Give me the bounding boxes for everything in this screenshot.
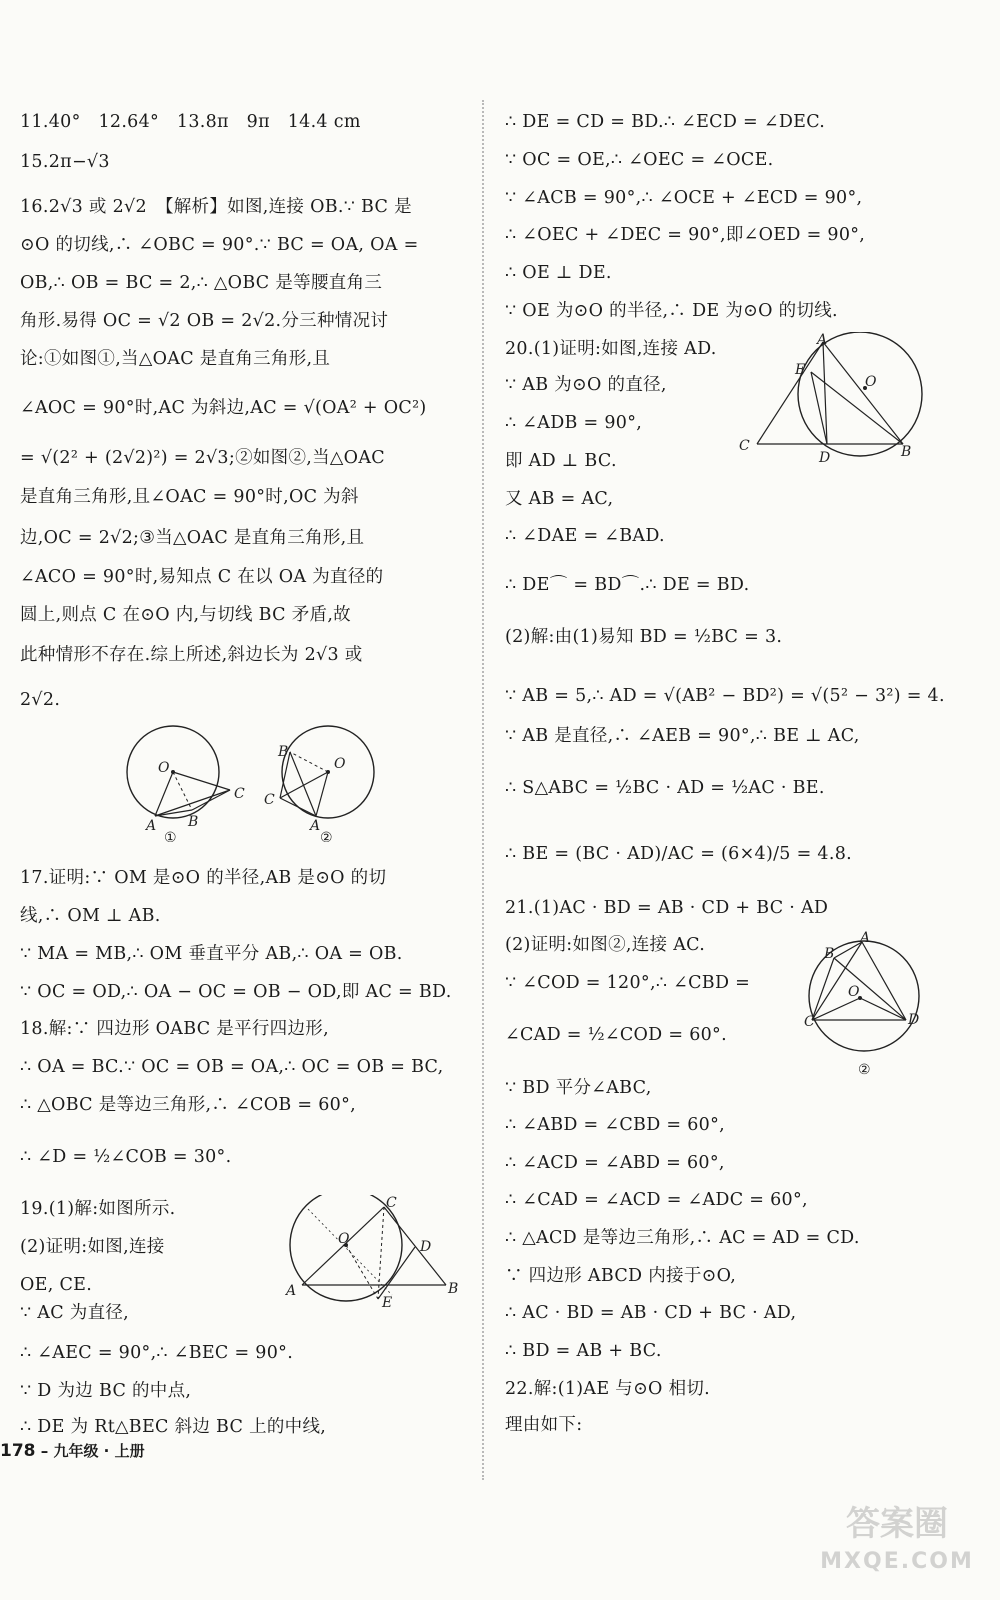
- fig19-label-c: C: [386, 1195, 397, 1211]
- left-line: ∠ACO = 90°时,易知点 C 在以 OA 为直径的: [20, 567, 384, 587]
- left-line: ∵ MA = MB,∴ OM 垂直平分 AB,∴ OA = OB.: [20, 944, 403, 964]
- right-line: ∴ AC · BD = AB · CD + BC · AD,: [505, 1303, 797, 1323]
- left-line: ∵ AC 为直径,: [20, 1303, 130, 1323]
- right-line: 又 AB = AC,: [505, 489, 614, 509]
- footer-separator: –: [35, 1442, 54, 1460]
- left-line: 15.2π−√3: [20, 152, 110, 172]
- left-line: ∴ DE 为 Rt△BEC 斜边 BC 上的中线,: [20, 1417, 327, 1437]
- fig21-caption: ②: [858, 1062, 871, 1078]
- right-line: ∵ ∠ACB = 90°,∴ ∠OCE + ∠ECD = 90°,: [505, 188, 863, 208]
- fig19-label-o: O: [338, 1231, 350, 1247]
- fig16-2-label-c: C: [264, 792, 275, 808]
- left-line: 16.2√3 或 2√2 【解析】如图,连接 OB.∵ BC 是: [20, 197, 412, 217]
- left-line: 角形.易得 OC = √2 OB = 2√2.分三种情况讨: [20, 311, 389, 331]
- left-line: ∵ D 为边 BC 的中点,: [20, 1381, 192, 1401]
- watermark-url: MXQE.COM: [820, 1549, 974, 1574]
- fig16-1-label-c: C: [234, 786, 245, 802]
- left-line: 线,∴ OM ⊥ AB.: [20, 906, 161, 926]
- left-line: ∴ ∠AEC = 90°,∴ ∠BEC = 90°.: [20, 1343, 294, 1363]
- fig16-1-label-b: B: [188, 814, 199, 830]
- figure-20: [735, 332, 925, 467]
- right-line: ∠CAD = ½∠COD = 60°.: [505, 1025, 727, 1045]
- right-line: ∵ AB 为⊙O 的直径,: [505, 375, 667, 395]
- left-line: ∴ ∠D = ½∠COB = 30°.: [20, 1147, 232, 1167]
- column-divider: [482, 100, 485, 1480]
- fig19-label-e: E: [382, 1295, 393, 1310]
- right-line: ∴ ∠ADB = 90°,: [505, 413, 643, 433]
- left-line: 2√2.: [20, 690, 61, 710]
- right-line: ∴ ∠ABD = ∠CBD = 60°,: [505, 1115, 725, 1135]
- left-line: (2)证明:如图,连接: [20, 1237, 165, 1257]
- figure-19: [282, 1195, 467, 1310]
- fig21-label-a: A: [860, 930, 871, 946]
- right-line: 理由如下:: [505, 1415, 583, 1435]
- left-line: ⊙O 的切线,∴ ∠OBC = 90°.∵ BC = OA, OA =: [20, 235, 419, 255]
- fig20-label-c: C: [739, 438, 750, 454]
- fig21-label-c: C: [804, 1014, 815, 1030]
- watermark-logo: [812, 1500, 982, 1590]
- fig20-label-d: D: [819, 450, 831, 466]
- right-line: ∵ OE 为⊙O 的半径,∴ DE 为⊙O 的切线.: [505, 301, 838, 321]
- fig16-2-label-b: B: [278, 744, 289, 760]
- right-line: 即 AD ⊥ BC.: [505, 451, 617, 471]
- fig20-label-o: O: [865, 374, 877, 390]
- fig16-1-caption: ①: [164, 830, 177, 842]
- left-line: 是直角三角形,且∠OAC = 90°时,OC 为斜: [20, 487, 359, 507]
- fig16-2-label-a: A: [310, 818, 321, 834]
- right-line: ∴ ∠CAD = ∠ACD = ∠ADC = 60°,: [505, 1190, 808, 1210]
- fig19-label-a: A: [286, 1283, 297, 1299]
- fig16-1-label-o: O: [158, 760, 170, 776]
- left-line: ∴ △OBC 是等边三角形,∴ ∠COB = 60°,: [20, 1095, 356, 1115]
- fig20-label-b: B: [901, 444, 912, 460]
- right-line: ∵ AB = 5,∴ AD = √(AB² − BD²) = √(5² − 3²) = 4.: [505, 686, 945, 706]
- fig16-1-label-a: A: [146, 818, 157, 834]
- figure-16-2: [258, 722, 398, 842]
- right-line: (2)证明:如图②,连接 AC.: [505, 935, 706, 955]
- right-line: ∴ BD = AB + BC.: [505, 1341, 662, 1361]
- figure-16-1: [118, 722, 258, 842]
- left-line: 18.解:∵ 四边形 OABC 是平行四边形,: [20, 1019, 329, 1039]
- fig20-label-e: E: [795, 362, 806, 378]
- left-line: 17.证明:∵ OM 是⊙O 的半径,AB 是⊙O 的切: [20, 868, 387, 888]
- right-line: ∴ ∠OEC + ∠DEC = 90°,即∠OED = 90°,: [505, 225, 866, 245]
- page-footer: [0, 1440, 145, 1461]
- right-line: 21.(1)AC · BD = AB · CD + BC · AD: [505, 898, 829, 918]
- left-line: 圆上,则点 C 在⊙O 内,与切线 BC 矛盾,故: [20, 605, 351, 625]
- page-number: 178: [0, 1441, 36, 1461]
- right-line: ∴ DE⌒ = BD⌒.∴ DE = BD.: [505, 575, 750, 595]
- fig16-2-caption: ②: [320, 830, 333, 842]
- right-line: ∵ 四边形 ABCD 内接于⊙O,: [505, 1266, 737, 1286]
- watermark-title: 答案圈: [846, 1504, 948, 1544]
- right-line: ∵ BD 平分∠ABC,: [505, 1078, 652, 1098]
- right-line: ∴ ∠ACD = ∠ABD = 60°,: [505, 1153, 725, 1173]
- fig19-label-b: B: [448, 1281, 459, 1297]
- left-line: 边,OC = 2√2;③当△OAC 是直角三角形,且: [20, 528, 365, 548]
- right-line: ∵ AB 是直径,∴ ∠AEB = 90°,∴ BE ⊥ AC,: [505, 726, 860, 746]
- book-title: 九年级 · 上册: [53, 1442, 145, 1460]
- right-line: (2)解:由(1)易知 BD = ½BC = 3.: [505, 627, 783, 647]
- fig16-2-label-o: O: [334, 756, 346, 772]
- right-line: ∵ OC = OE,∴ ∠OEC = ∠OCE.: [505, 150, 774, 170]
- right-line: 20.(1)证明:如图,连接 AD.: [505, 339, 717, 359]
- right-line: ∴ OE ⊥ DE.: [505, 263, 612, 283]
- left-line: 11.40° 12.64° 13.8π 9π 14.4 cm: [20, 112, 361, 132]
- left-line: ∠AOC = 90°时,AC 为斜边,AC = √(OA² + OC²): [20, 398, 427, 418]
- left-line: ∵ OC = OD,∴ OA − OC = OB − OD,即 AC = BD.: [20, 982, 452, 1002]
- right-line: ∴ S△ABC = ½BC · AD = ½AC · BE.: [505, 778, 825, 798]
- fig20-label-a: A: [817, 332, 828, 348]
- right-line: 22.解:(1)AE 与⊙O 相切.: [505, 1379, 711, 1399]
- figure-21: [800, 930, 935, 1080]
- fig21-label-o: O: [848, 984, 860, 1000]
- fig19-label-d: D: [420, 1239, 432, 1255]
- left-line: OE, CE.: [20, 1275, 93, 1295]
- fig21-label-b: B: [824, 946, 835, 962]
- right-line: ∴ ∠DAE = ∠BAD.: [505, 526, 665, 546]
- left-line: 19.(1)解:如图所示.: [20, 1199, 176, 1219]
- right-line: ∴ BE = (BC · AD)/AC = (6×4)/5 = 4.8.: [505, 844, 853, 864]
- left-line: 论:①如图①,当△OAC 是直角三角形,且: [20, 349, 331, 369]
- fig21-label-d: D: [908, 1012, 920, 1028]
- left-line: ∴ OA = BC.∵ OC = OB = OA,∴ OC = OB = BC,: [20, 1057, 444, 1077]
- left-line: OB,∴ OB = BC = 2,∴ △OBC 是等腰直角三: [20, 273, 383, 293]
- right-line: ∴ △ACD 是等边三角形,∴ AC = AD = CD.: [505, 1228, 860, 1248]
- left-line: = √(2² + (2√2)²) = 2√3;②如图②,当△OAC: [20, 448, 385, 468]
- right-line: ∴ DE = CD = BD.∴ ∠ECD = ∠DEC.: [505, 112, 826, 132]
- right-line: ∵ ∠COD = 120°,∴ ∠CBD =: [505, 973, 751, 993]
- left-line: 此种情形不存在.综上所述,斜边长为 2√3 或: [20, 645, 363, 665]
